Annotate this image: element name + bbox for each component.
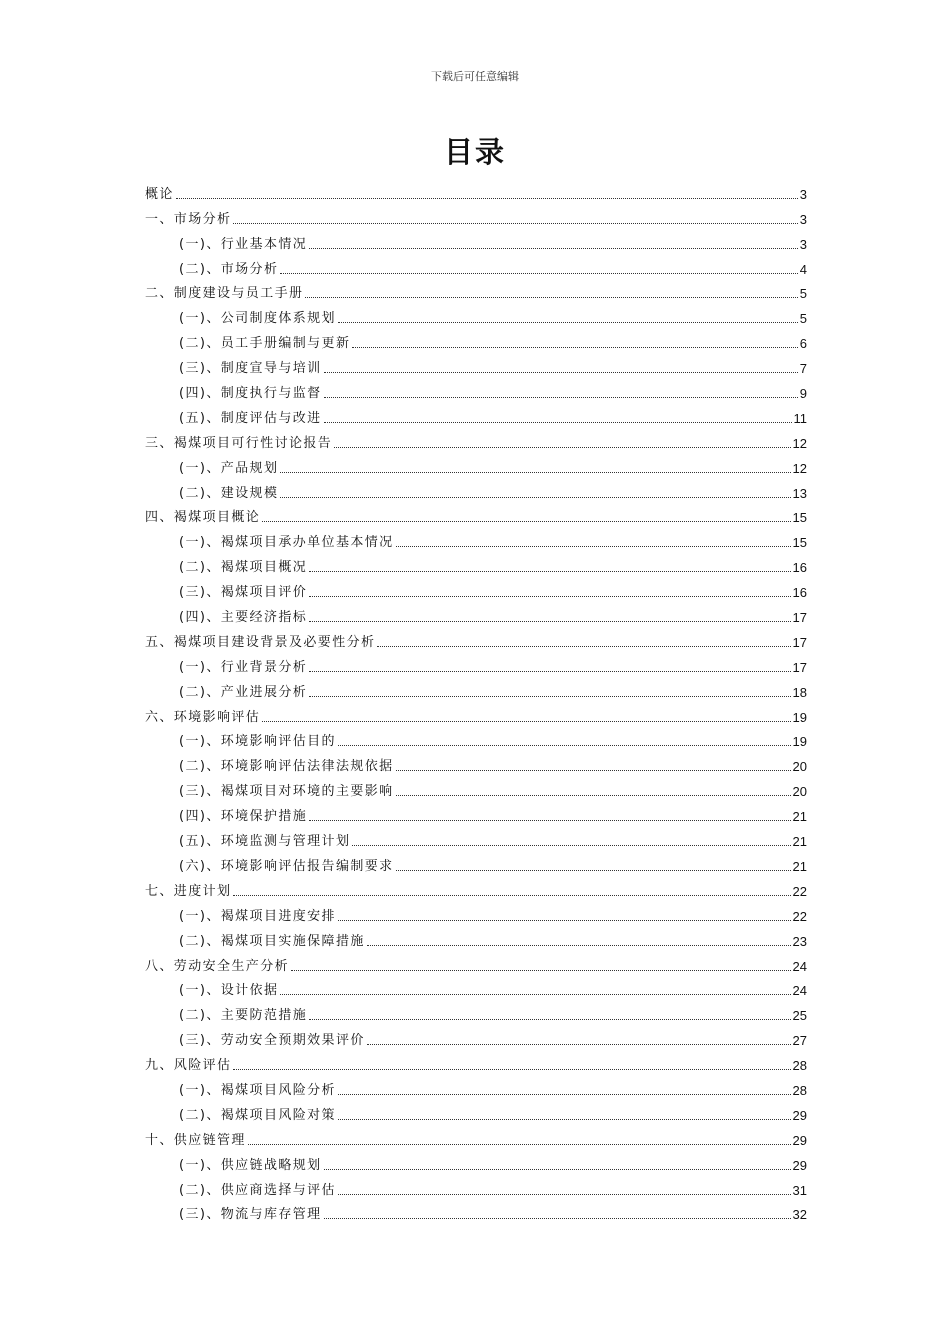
toc-entry-title: 六、环境影响评估 [145,709,261,725]
toc-dot-leader [324,397,798,398]
table-of-contents [145,178,807,1223]
toc-entry[interactable] [145,925,807,950]
toc-entry-title: (三)、劳动安全预期效果评价 [179,1033,365,1049]
toc-entry-title: (二)、供应商选择与评估 [179,1182,336,1198]
toc-entry-title: (四)、环境保护措施 [179,809,308,825]
toc-entry[interactable] [145,278,807,303]
toc-entry[interactable] [145,975,807,1000]
toc-entry-title: (三)、褐煤项目评价 [179,585,308,601]
toc-dot-leader [338,1094,791,1095]
toc-entry[interactable] [145,228,807,253]
toc-page-number: 15 [792,535,807,551]
toc-page-number: 12 [792,435,807,451]
toc-entry[interactable] [145,253,807,278]
toc-page-number: 28 [792,1082,807,1098]
toc-entry-title: (三)、制度宣导与培训 [179,361,322,377]
toc-entry[interactable] [145,626,807,651]
toc-entry[interactable] [145,576,807,601]
toc-dot-leader [338,1194,791,1195]
toc-entry-title: 一、市场分析 [145,211,232,227]
toc-entry-title: (二)、褐煤项目概况 [179,560,308,576]
toc-entry-title: (二)、褐煤项目风险对策 [179,1107,336,1123]
toc-entry-title: (四)、制度执行与监督 [179,386,322,402]
toc-entry-title: (二)、产业进展分析 [179,684,308,700]
toc-page-number: 29 [792,1157,807,1173]
toc-dot-leader [334,447,790,448]
toc-dot-leader [176,198,798,199]
header-note: 下载后可任意编辑 [431,70,519,83]
toc-entry-title: (一)、环境影响评估目的 [179,734,336,750]
toc-dot-leader [338,1119,791,1120]
toc-entry[interactable] [145,701,807,726]
toc-entry-title: (一)、褐煤项目进度安排 [179,908,336,924]
toc-entry-title: 五、褐煤项目建设背景及必要性分析 [145,634,376,650]
toc-entry[interactable] [145,1074,807,1099]
toc-dot-leader [377,646,790,647]
toc-page-number: 3 [799,211,807,227]
toc-entry[interactable] [145,676,807,701]
toc-dot-leader [309,820,790,821]
toc-dot-leader [280,994,790,995]
toc-page-number: 3 [799,236,807,252]
toc-dot-leader [396,770,791,771]
toc-entry[interactable] [145,1149,807,1174]
toc-entry[interactable] [145,950,807,975]
toc-page-number: 28 [792,1058,807,1074]
toc-page-number: 20 [792,784,807,800]
toc-dot-leader [352,347,797,348]
toc-entry[interactable] [145,1099,807,1124]
toc-entry[interactable] [145,302,807,327]
toc-entry[interactable] [145,427,807,452]
toc-entry[interactable] [145,327,807,352]
toc-entry[interactable] [145,1049,807,1074]
toc-entry[interactable] [145,1124,807,1149]
toc-entry[interactable] [145,651,807,676]
toc-entry-title: (二)、环境影响评估法律法规依据 [179,759,394,775]
toc-dot-leader [324,1169,791,1170]
toc-entry-title: (一)、公司制度体系规划 [179,311,336,327]
toc-page-number: 11 [793,410,807,426]
toc-page-number: 16 [792,585,807,601]
toc-entry-title: (一)、行业背景分析 [179,659,308,675]
toc-entry-title: 九、风险评估 [145,1058,232,1074]
toc-entry-title: (一)、设计依据 [179,983,279,999]
toc-page-number: 29 [792,1107,807,1123]
toc-page-number: 27 [792,1033,807,1049]
toc-entry[interactable] [145,502,807,527]
toc-entry[interactable] [145,999,807,1024]
toc-page-number: 19 [792,709,807,725]
toc-dot-leader [280,497,790,498]
toc-page-number: 16 [792,560,807,576]
toc-page-number: 17 [792,659,807,675]
toc-entry-title: (一)、供应链战略规划 [179,1157,322,1173]
toc-dot-leader [396,795,791,796]
toc-entry-title: (三)、物流与库存管理 [179,1207,322,1223]
toc-page-number: 31 [792,1182,807,1198]
toc-entry[interactable] [145,601,807,626]
toc-page-number: 4 [799,261,807,277]
toc-page-number: 5 [799,286,807,302]
toc-entry[interactable] [145,1174,807,1199]
toc-dot-leader [338,745,791,746]
toc-entry-title: 八、劳动安全生产分析 [145,958,290,974]
toc-dot-leader [338,920,791,921]
toc-dot-leader [396,870,791,871]
toc-entry[interactable] [145,800,807,825]
toc-page-number: 17 [792,634,807,650]
toc-dot-leader [396,546,791,547]
toc-entry[interactable] [145,377,807,402]
toc-entry[interactable] [145,203,807,228]
toc-entry[interactable] [145,178,807,203]
toc-dot-leader [309,596,790,597]
toc-entry[interactable] [145,1024,807,1049]
toc-dot-leader [233,223,797,224]
toc-page-number: 5 [799,311,807,327]
toc-entry[interactable] [145,875,807,900]
toc-entry-title: (一)、产品规划 [179,460,279,476]
toc-dot-leader [262,521,790,522]
toc-dot-leader [309,1019,790,1020]
toc-dot-leader [280,472,790,473]
toc-entry-title: (二)、建设规模 [179,485,279,501]
toc-page-number: 18 [792,684,807,700]
toc-entry-title: (一)、褐煤项目风险分析 [179,1082,336,1098]
toc-page-number: 15 [792,510,807,526]
toc-page-number: 24 [792,983,807,999]
toc-page-number: 24 [792,958,807,974]
toc-entry[interactable] [145,402,807,427]
toc-entry-title: (一)、褐煤项目承办单位基本情况 [179,535,394,551]
toc-entry-title: 三、褐煤项目可行性讨论报告 [145,435,333,451]
toc-entry-title: (二)、主要防范措施 [179,1008,308,1024]
toc-dot-leader [280,273,797,274]
toc-entry-title: 二、制度建设与员工手册 [145,286,304,302]
toc-dot-leader [324,372,798,373]
toc-dot-leader [262,721,790,722]
toc-page-number: 3 [799,186,807,202]
toc-page-number: 29 [792,1132,807,1148]
toc-entry[interactable] [145,551,807,576]
toc-page-number: 21 [792,834,807,850]
toc-entry[interactable] [145,526,807,551]
toc-dot-leader [233,1069,790,1070]
toc-entry[interactable] [145,477,807,502]
toc-title: 目录 [443,135,506,169]
toc-entry-title: (二)、褐煤项目实施保障措施 [179,933,365,949]
toc-dot-leader [305,297,797,298]
toc-entry-title: (二)、市场分析 [179,261,279,277]
toc-entry-title: 概论 [145,186,174,202]
toc-page-number: 20 [792,759,807,775]
toc-entry[interactable] [145,352,807,377]
toc-entry-title: (五)、环境监测与管理计划 [179,834,351,850]
toc-page-number: 25 [792,1008,807,1024]
toc-entry-title: 七、进度计划 [145,883,232,899]
toc-dot-leader [352,845,790,846]
toc-page-number: 22 [792,908,807,924]
toc-entry[interactable] [145,900,807,925]
toc-dot-leader [324,1218,791,1219]
toc-entry[interactable] [145,1199,807,1224]
toc-dot-leader [309,571,790,572]
toc-dot-leader [233,895,790,896]
toc-page-number: 17 [792,610,807,626]
toc-dot-leader [309,248,798,249]
toc-entry-title: (二)、员工手册编制与更新 [179,336,351,352]
toc-entry[interactable] [145,726,807,751]
toc-dot-leader [248,1144,791,1145]
toc-entry[interactable] [145,775,807,800]
toc-entry-title: (四)、主要经济指标 [179,610,308,626]
toc-page-number: 13 [792,485,807,501]
toc-entry-title: (六)、环境影响评估报告编制要求 [179,858,394,874]
toc-entry-title: (一)、行业基本情况 [179,236,308,252]
toc-page-number: 21 [792,858,807,874]
toc-dot-leader [367,945,791,946]
toc-dot-leader [309,671,790,672]
toc-dot-leader [324,422,792,423]
toc-dot-leader [309,696,790,697]
toc-dot-leader [338,322,798,323]
toc-entry[interactable] [145,452,807,477]
toc-entry[interactable] [145,850,807,875]
toc-entry-title: 四、褐煤项目概论 [145,510,261,526]
toc-entry-title: (五)、制度评估与改进 [179,410,322,426]
toc-page-number: 9 [799,386,807,402]
toc-page-number: 12 [792,460,807,476]
toc-dot-leader [367,1044,791,1045]
toc-page-number: 7 [799,361,807,377]
toc-entry[interactable] [145,825,807,850]
toc-page-number: 21 [792,809,807,825]
toc-page-number: 19 [792,734,807,750]
toc-page-number: 23 [792,933,807,949]
toc-dot-leader [309,621,790,622]
toc-page-number: 6 [799,336,807,352]
toc-entry[interactable] [145,750,807,775]
toc-page-number: 22 [792,883,807,899]
toc-entry-title: (三)、褐煤项目对环境的主要影响 [179,784,394,800]
toc-page-number: 32 [792,1207,807,1223]
toc-entry-title: 十、供应链管理 [145,1132,246,1148]
toc-dot-leader [291,970,791,971]
